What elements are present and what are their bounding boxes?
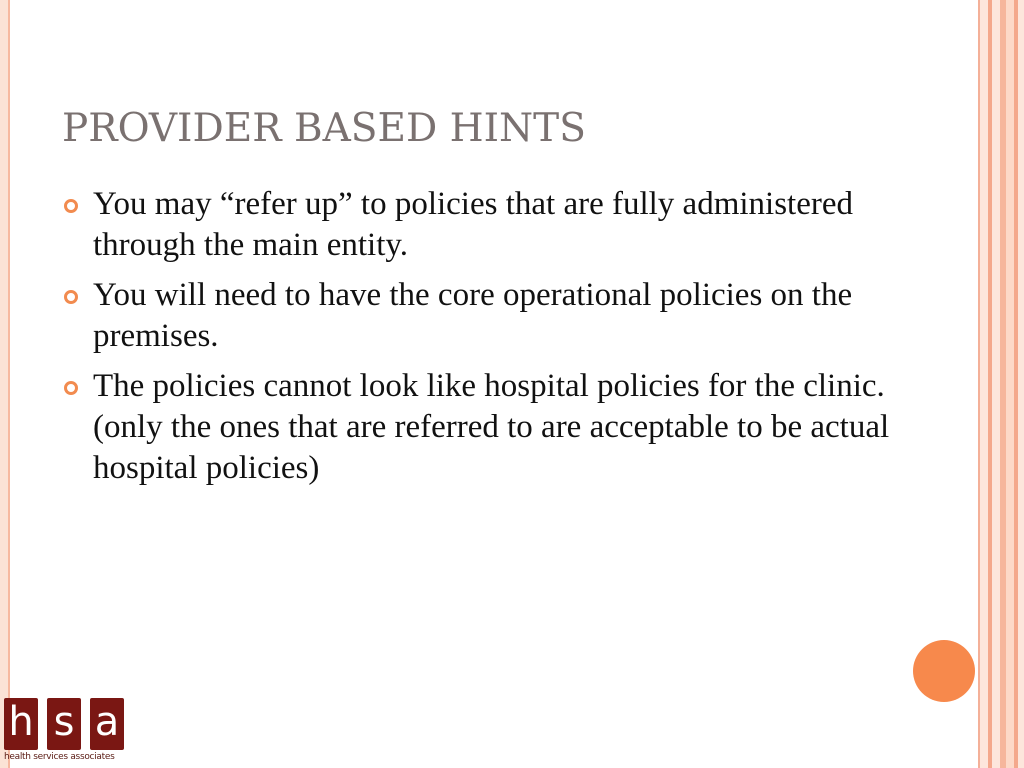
left-decorative-stripe <box>0 0 8 768</box>
decorative-orange-circle <box>913 640 975 702</box>
right-decorative-stripe <box>992 0 1000 768</box>
logo-letter-h: h <box>4 698 38 750</box>
right-decorative-stripe <box>1018 0 1024 768</box>
logo-letter-s: s <box>47 698 81 750</box>
bullet-item <box>62 275 942 357</box>
bullet-item <box>62 184 942 266</box>
right-decorative-stripe <box>980 0 988 768</box>
bullet-text: The policies cannot look like hospital policies for the clinic. (only the ones that are referred to are acceptable to be actual hospital policies) <box>93 368 890 486</box>
bullet-item <box>62 366 942 489</box>
bullet-text: You will need to have the core operational policies on the premises. <box>93 277 853 354</box>
hollow-circle-icon <box>64 290 78 304</box>
bullet-text: You may “refer up” to policies that are fully administered through the main entity. <box>93 186 853 263</box>
right-decorative-stripe <box>1006 0 1014 768</box>
left-decorative-line <box>8 0 10 768</box>
hollow-circle-icon <box>64 381 78 395</box>
hsa-logo <box>4 698 128 766</box>
bullet-list <box>62 184 942 498</box>
hollow-circle-icon <box>64 199 78 213</box>
logo-letter-a: a <box>90 698 124 750</box>
slide-title: PROVIDER BASED HINTS <box>62 106 586 151</box>
logo-caption: health services associates <box>4 752 115 762</box>
